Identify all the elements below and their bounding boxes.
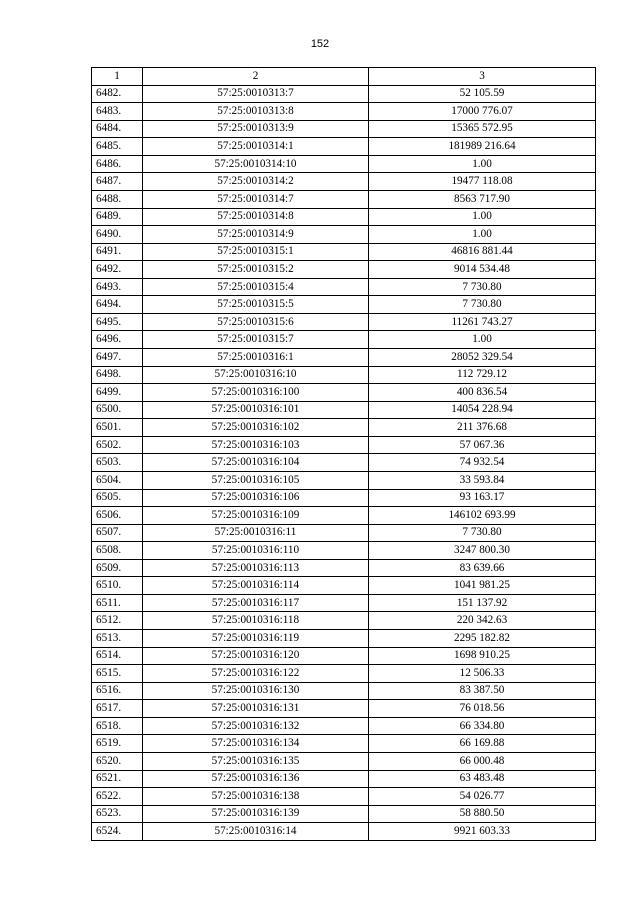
table-row (92, 700, 596, 718)
cadastral-number-cell: 57:25:0010316:106 (143, 489, 369, 507)
table-row (92, 243, 596, 261)
row-number-cell: 6482. (92, 85, 143, 103)
table-row (92, 173, 596, 191)
value-cell: 66 334.80 (369, 717, 596, 735)
row-number-cell: 6515. (92, 665, 143, 683)
value-cell: 83 639.66 (369, 559, 596, 577)
table-row (92, 630, 596, 648)
cadastral-number-cell: 57:25:0010316:100 (143, 384, 369, 402)
registry-table (91, 67, 596, 841)
column-header-3: 3 (369, 68, 596, 86)
table-row (92, 682, 596, 700)
cadastral-number-cell: 57:25:0010316:122 (143, 665, 369, 683)
value-cell: 66 169.88 (369, 735, 596, 753)
row-number-cell: 6495. (92, 313, 143, 331)
cadastral-number-cell: 57:25:0010316:136 (143, 770, 369, 788)
value-cell: 1.00 (369, 155, 596, 173)
row-number-cell: 6498. (92, 366, 143, 384)
table-row (92, 647, 596, 665)
row-number-cell: 6509. (92, 559, 143, 577)
row-number-cell: 6513. (92, 630, 143, 648)
cadastral-number-cell: 57:25:0010314:7 (143, 190, 369, 208)
row-number-cell: 6499. (92, 384, 143, 402)
row-number-cell: 6483. (92, 103, 143, 121)
row-number-cell: 6492. (92, 261, 143, 279)
value-cell: 12 506.33 (369, 665, 596, 683)
value-cell: 66 000.48 (369, 752, 596, 770)
table-row (92, 155, 596, 173)
cadastral-number-cell: 57:25:0010316:104 (143, 454, 369, 472)
row-number-cell: 6523. (92, 805, 143, 823)
cadastral-number-cell: 57:25:0010313:7 (143, 85, 369, 103)
row-number-cell: 6512. (92, 612, 143, 630)
column-header-1: 1 (92, 68, 143, 86)
column-header-2: 2 (143, 68, 369, 86)
table-body (92, 85, 596, 840)
cadastral-number-cell: 57:25:0010316:10 (143, 366, 369, 384)
cadastral-number-cell: 57:25:0010316:118 (143, 612, 369, 630)
table-row (92, 190, 596, 208)
table-row (92, 665, 596, 683)
table-row (92, 507, 596, 525)
value-cell: 7 730.80 (369, 278, 596, 296)
row-number-cell: 6510. (92, 577, 143, 595)
value-cell: 151 137.92 (369, 594, 596, 612)
value-cell: 15365 572.95 (369, 120, 596, 138)
table-row (92, 261, 596, 279)
row-number-cell: 6504. (92, 471, 143, 489)
row-number-cell: 6507. (92, 524, 143, 542)
cadastral-number-cell: 57:25:0010316:110 (143, 542, 369, 560)
cadastral-number-cell: 57:25:0010316:11 (143, 524, 369, 542)
value-cell: 2295 182.82 (369, 630, 596, 648)
row-number-cell: 6506. (92, 507, 143, 525)
table-row (92, 735, 596, 753)
cadastral-number-cell: 57:25:0010316:119 (143, 630, 369, 648)
row-number-cell: 6484. (92, 120, 143, 138)
value-cell: 17000 776.07 (369, 103, 596, 121)
value-cell: 1041 981.25 (369, 577, 596, 595)
value-cell: 46816 881.44 (369, 243, 596, 261)
row-number-cell: 6522. (92, 788, 143, 806)
row-number-cell: 6496. (92, 331, 143, 349)
table-row (92, 436, 596, 454)
page-number: 152 (310, 38, 330, 50)
table-row (92, 278, 596, 296)
value-cell: 1698 910.25 (369, 647, 596, 665)
value-cell: 28052 329.54 (369, 349, 596, 367)
cadastral-number-cell: 57:25:0010316:14 (143, 823, 369, 841)
value-cell: 7 730.80 (369, 296, 596, 314)
value-cell: 1.00 (369, 208, 596, 226)
row-number-cell: 6490. (92, 226, 143, 244)
cadastral-number-cell: 57:25:0010314:8 (143, 208, 369, 226)
row-number-cell: 6505. (92, 489, 143, 507)
cadastral-number-cell: 57:25:0010313:9 (143, 120, 369, 138)
row-number-cell: 6488. (92, 190, 143, 208)
value-cell: 52 105.59 (369, 85, 596, 103)
row-number-cell: 6503. (92, 454, 143, 472)
value-cell: 93 163.17 (369, 489, 596, 507)
table-row (92, 331, 596, 349)
table-row (92, 419, 596, 437)
cadastral-number-cell: 57:25:0010314:2 (143, 173, 369, 191)
row-number-cell: 6516. (92, 682, 143, 700)
row-number-cell: 6487. (92, 173, 143, 191)
row-number-cell: 6524. (92, 823, 143, 841)
table-row (92, 542, 596, 560)
table-row (92, 208, 596, 226)
row-number-cell: 6502. (92, 436, 143, 454)
value-cell: 63 483.48 (369, 770, 596, 788)
cadastral-number-cell: 57:25:0010316:109 (143, 507, 369, 525)
cadastral-number-cell: 57:25:0010315:1 (143, 243, 369, 261)
row-number-cell: 6489. (92, 208, 143, 226)
table-row (92, 296, 596, 314)
cadastral-number-cell: 57:25:0010316:130 (143, 682, 369, 700)
value-cell: 9014 534.48 (369, 261, 596, 279)
row-number-cell: 6511. (92, 594, 143, 612)
row-number-cell: 6518. (92, 717, 143, 735)
value-cell: 112 729.12 (369, 366, 596, 384)
value-cell: 146102 693.99 (369, 507, 596, 525)
cadastral-number-cell: 57:25:0010316:135 (143, 752, 369, 770)
cadastral-number-cell: 57:25:0010315:5 (143, 296, 369, 314)
row-number-cell: 6493. (92, 278, 143, 296)
row-number-cell: 6485. (92, 138, 143, 156)
table-row (92, 384, 596, 402)
value-cell: 33 593.84 (369, 471, 596, 489)
table-row (92, 85, 596, 103)
cadastral-number-cell: 57:25:0010316:1 (143, 349, 369, 367)
value-cell: 1.00 (369, 226, 596, 244)
value-cell: 74 932.54 (369, 454, 596, 472)
row-number-cell: 6494. (92, 296, 143, 314)
table-row (92, 805, 596, 823)
table-row (92, 226, 596, 244)
table-row (92, 401, 596, 419)
row-number-cell: 6520. (92, 752, 143, 770)
value-cell: 76 018.56 (369, 700, 596, 718)
cadastral-number-cell: 57:25:0010316:113 (143, 559, 369, 577)
cadastral-number-cell: 57:25:0010316:114 (143, 577, 369, 595)
value-cell: 57 067.36 (369, 436, 596, 454)
cadastral-number-cell: 57:25:0010314:1 (143, 138, 369, 156)
table-row (92, 612, 596, 630)
table-row (92, 454, 596, 472)
table-row (92, 577, 596, 595)
table-row (92, 349, 596, 367)
value-cell: 14054 228.94 (369, 401, 596, 419)
value-cell: 11261 743.27 (369, 313, 596, 331)
value-cell: 54 026.77 (369, 788, 596, 806)
value-cell: 7 730.80 (369, 524, 596, 542)
cadastral-number-cell: 57:25:0010316:105 (143, 471, 369, 489)
value-cell: 83 387.50 (369, 682, 596, 700)
value-cell: 1.00 (369, 331, 596, 349)
cadastral-number-cell: 57:25:0010316:101 (143, 401, 369, 419)
value-cell: 220 342.63 (369, 612, 596, 630)
cadastral-number-cell: 57:25:0010316:138 (143, 788, 369, 806)
cadastral-number-cell: 57:25:0010316:103 (143, 436, 369, 454)
table-row (92, 313, 596, 331)
value-cell: 58 880.50 (369, 805, 596, 823)
value-cell: 9921 603.33 (369, 823, 596, 841)
table-row (92, 524, 596, 542)
value-cell: 19477 118.08 (369, 173, 596, 191)
value-cell: 8563 717.90 (369, 190, 596, 208)
table-header-row (92, 68, 596, 86)
value-cell: 3247 800.30 (369, 542, 596, 560)
cadastral-number-cell: 57:25:0010314:10 (143, 155, 369, 173)
cadastral-number-cell: 57:25:0010315:6 (143, 313, 369, 331)
table-row (92, 138, 596, 156)
row-number-cell: 6497. (92, 349, 143, 367)
table-row (92, 471, 596, 489)
cadastral-number-cell: 57:25:0010314:9 (143, 226, 369, 244)
table-row (92, 103, 596, 121)
row-number-cell: 6519. (92, 735, 143, 753)
cadastral-number-cell: 57:25:0010315:2 (143, 261, 369, 279)
table-row (92, 788, 596, 806)
row-number-cell: 6517. (92, 700, 143, 718)
cadastral-number-cell: 57:25:0010316:117 (143, 594, 369, 612)
cadastral-number-cell: 57:25:0010315:7 (143, 331, 369, 349)
row-number-cell: 6521. (92, 770, 143, 788)
row-number-cell: 6486. (92, 155, 143, 173)
table-row (92, 717, 596, 735)
value-cell: 181989 216.64 (369, 138, 596, 156)
table-row (92, 366, 596, 384)
cadastral-number-cell: 57:25:0010316:139 (143, 805, 369, 823)
table-row (92, 120, 596, 138)
cadastral-number-cell: 57:25:0010315:4 (143, 278, 369, 296)
row-number-cell: 6500. (92, 401, 143, 419)
row-number-cell: 6491. (92, 243, 143, 261)
table-row (92, 559, 596, 577)
cadastral-number-cell: 57:25:0010316:134 (143, 735, 369, 753)
cadastral-number-cell: 57:25:0010316:131 (143, 700, 369, 718)
table-row (92, 823, 596, 841)
cadastral-number-cell: 57:25:0010316:132 (143, 717, 369, 735)
cadastral-number-cell: 57:25:0010316:102 (143, 419, 369, 437)
table-row (92, 594, 596, 612)
row-number-cell: 6501. (92, 419, 143, 437)
value-cell: 211 376.68 (369, 419, 596, 437)
table-row (92, 489, 596, 507)
table-row (92, 752, 596, 770)
table-row (92, 770, 596, 788)
row-number-cell: 6508. (92, 542, 143, 560)
cadastral-number-cell: 57:25:0010313:8 (143, 103, 369, 121)
value-cell: 400 836.54 (369, 384, 596, 402)
row-number-cell: 6514. (92, 647, 143, 665)
cadastral-number-cell: 57:25:0010316:120 (143, 647, 369, 665)
